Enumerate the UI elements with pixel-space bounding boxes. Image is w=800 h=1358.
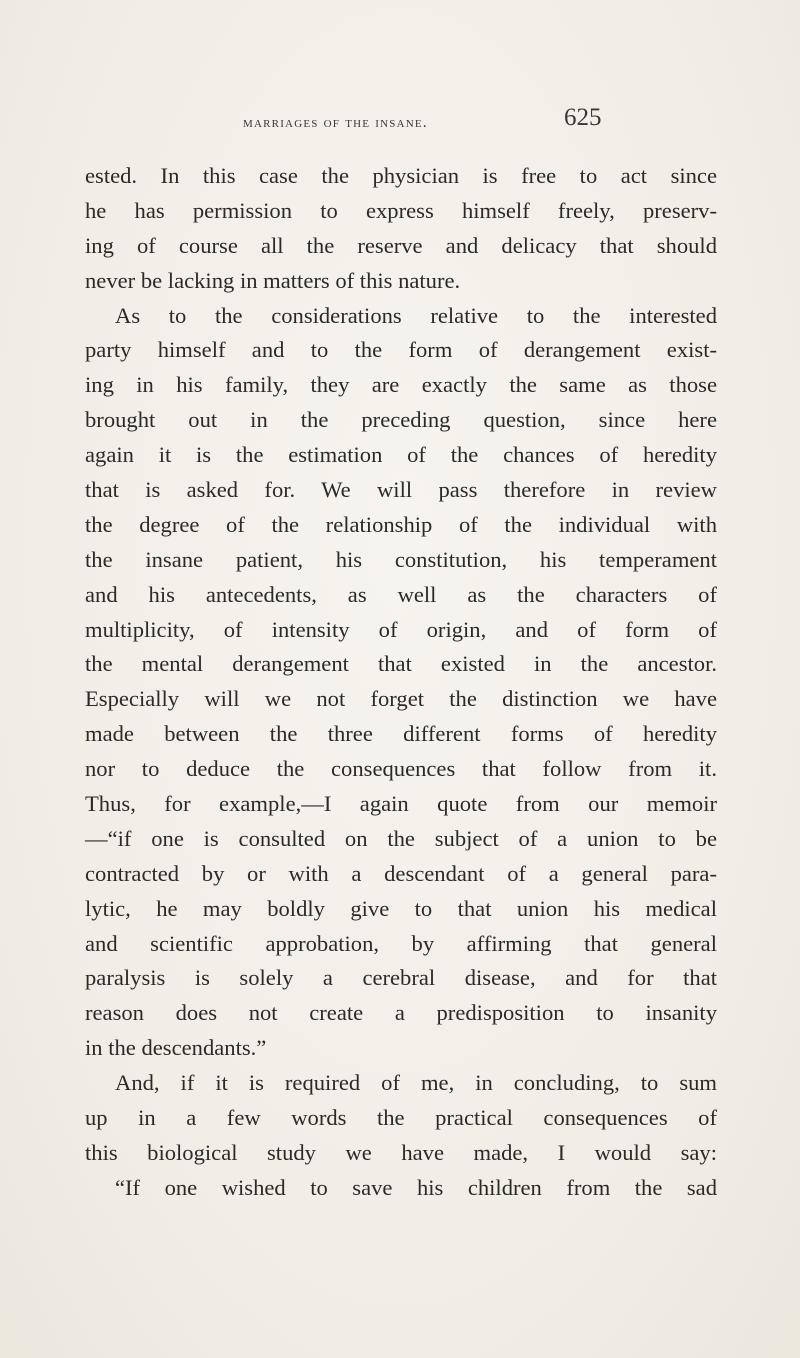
text-line: and scientific approbation, by affirming that general xyxy=(85,930,717,956)
text-line: And, if it is required of me, in concluding, to sum xyxy=(115,1070,717,1096)
text-line: —“if one is consulted on the subject of a union to be xyxy=(85,825,717,851)
text-line: “If one wished to save his children from the sad xyxy=(115,1174,717,1200)
text-line: again it is the estimation of the chances of heredity xyxy=(85,442,717,468)
text-line: nor to deduce the consequences that follow from it. xyxy=(85,756,717,782)
text-line: ing in his family, they are exactly the same as those xyxy=(85,372,717,398)
text-line: the degree of the relationship of the individual with xyxy=(85,511,717,537)
text-line: multiplicity, of intensity of origin, and of form of xyxy=(85,616,717,642)
text-line: up in a few words the practical consequences of xyxy=(85,1105,717,1131)
text-line: party himself and to the form of derangement exist- xyxy=(85,337,717,363)
text-line: ing of course all the reserve and delicacy that should xyxy=(85,232,717,258)
text-line: this biological study we have made, I would say: xyxy=(85,1139,717,1165)
text-line: the insane patient, his constitution, his temperament xyxy=(85,546,717,572)
text-line: he has permission to express himself freely, preserv- xyxy=(85,197,717,223)
text-line: Especially will we not forget the distinction we have xyxy=(85,686,717,712)
text-line: and his antecedents, as well as the characters of xyxy=(85,581,717,607)
text-line: never be lacking in matters of this nature. xyxy=(85,267,461,293)
text-line: contracted by or with a descendant of a general para- xyxy=(85,860,717,886)
text-line: ested. In this case the physician is free to act since xyxy=(85,163,717,188)
page-number: 625 xyxy=(564,104,602,131)
text-line: made between the three different forms of heredity xyxy=(85,721,717,747)
text-line: the mental derangement that existed in the ancestor. xyxy=(85,651,717,677)
body-text xyxy=(85,159,717,1206)
text-line: lytic, he may boldly give to that union his medical xyxy=(85,895,717,921)
text-line: brought out in the preceding question, since here xyxy=(85,407,717,433)
running-head-title: marriages of the insane. xyxy=(243,114,428,131)
text-line: reason does not create a predisposition to insanity xyxy=(85,1000,717,1026)
text-line: that is asked for. We will pass therefore in review xyxy=(85,477,717,503)
text-line: As to the considerations relative to the interested xyxy=(115,302,717,328)
running-head xyxy=(0,104,800,134)
text-line: in the descendants.” xyxy=(85,1035,267,1061)
text-line: paralysis is solely a cerebral disease, and for that xyxy=(85,965,717,991)
text-line: Thus, for example,—I again quote from our memoir xyxy=(85,791,717,817)
